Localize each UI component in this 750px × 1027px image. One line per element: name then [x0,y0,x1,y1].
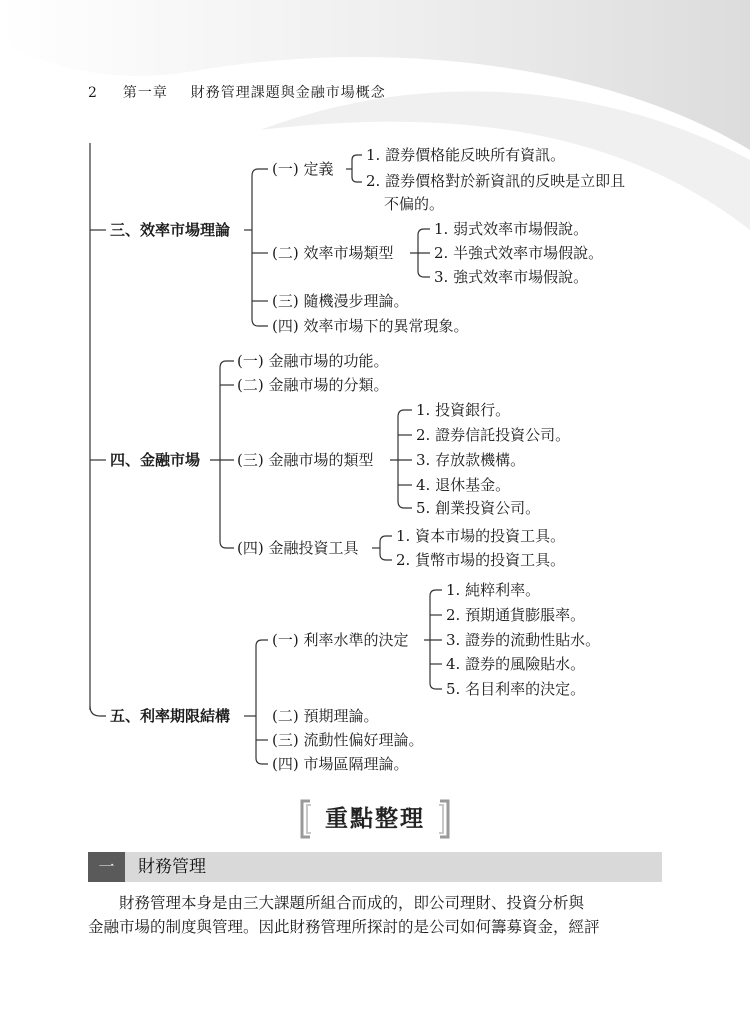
s3-c2-item-3: 3. 強式效率市場假說。 [434,268,589,286]
s4-c3-item-5: 5. 創業投資公司。 [416,499,541,517]
s5-c2-label: (二) 預期理論。 [272,707,379,725]
key-points-heading [298,799,452,839]
paragraph-line-2: 金融市場的制度與管理。因此財務管理所探討的是公司如何籌募資金，經評 [88,918,600,936]
s4-c3-item-2: 2. 證券信託投資公司。 [416,426,571,444]
page-number: 2 [88,85,98,101]
s4-c3-item-1: 1. 投資銀行。 [416,401,511,419]
s4-c1-label: (一) 金融市場的功能。 [237,352,389,370]
chapter-label: 第一章 [122,85,168,101]
section-heading-bar [88,852,662,882]
s5-c4-label: (四) 市場區隔理論。 [272,755,409,773]
s3-c1-label: (一) 定義 [272,160,334,178]
s3-c3-label: (三) 隨機漫步理論。 [272,292,409,310]
s5-c1-item-4: 4. 證券的風險貼水。 [446,655,586,673]
section-title: 財務管理 [138,857,206,877]
s4-c3-label: (三) 金融市場的類型 [237,451,374,469]
s4-c4-item-2: 2. 貨幣市場的投資工具。 [396,551,566,569]
chapter-title: 財務管理課題與金融市場概念 [190,85,386,101]
key-points-title: 重點整理 [325,806,425,832]
s3-c1-item-1: 1. 證券價格能反映所有資訊。 [366,146,566,164]
s5-c1-label: (一) 利率水準的決定 [272,631,409,649]
paragraph-line-1: 財務管理本身是由三大課題所組合而成的，即公司理財、投資分析與 [119,894,585,912]
s5-c1-item-5: 5. 名目利率的決定。 [446,680,586,698]
s4-c3-item-3: 3. 存放款機構。 [416,451,526,469]
s3-c2-item-2: 2. 半強式效率市場假說。 [434,244,604,262]
section-4-label: 四、金融市場 [110,451,201,469]
s3-c2-item-1: 1. 弱式效率市場假說。 [434,220,589,238]
s5-c1-item-2: 2. 預期通貨膨脹率。 [446,606,586,624]
s4-c4-label: (四) 金融投資工具 [237,539,359,557]
s4-c2-label: (二) 金融市場的分類。 [237,376,389,394]
s3-c2-label: (二) 效率市場類型 [272,244,394,262]
s3-c1-item-2-cont: 不偏的。 [384,195,445,213]
s3-c4-label: (四) 效率市場下的異常現象。 [272,317,469,335]
s5-c3-label: (三) 流動性偏好理論。 [272,731,424,749]
s4-c3-item-4: 4. 退休基金。 [416,476,511,494]
s5-c1-item-3: 3. 證券的流動性貼水。 [446,631,601,649]
page-header [88,84,386,102]
section-number: 一 [88,852,125,882]
section-5-label: 五、利率期限結構 [110,707,231,725]
s3-c1-item-2: 2. 證券價格對於新資訊的反映是立即且 [366,172,626,190]
s4-c4-item-1: 1. 資本市場的投資工具。 [396,527,566,545]
s5-c1-item-1: 1. 純粹利率。 [446,581,541,599]
section-3-label: 三、效率市場理論 [110,221,231,239]
